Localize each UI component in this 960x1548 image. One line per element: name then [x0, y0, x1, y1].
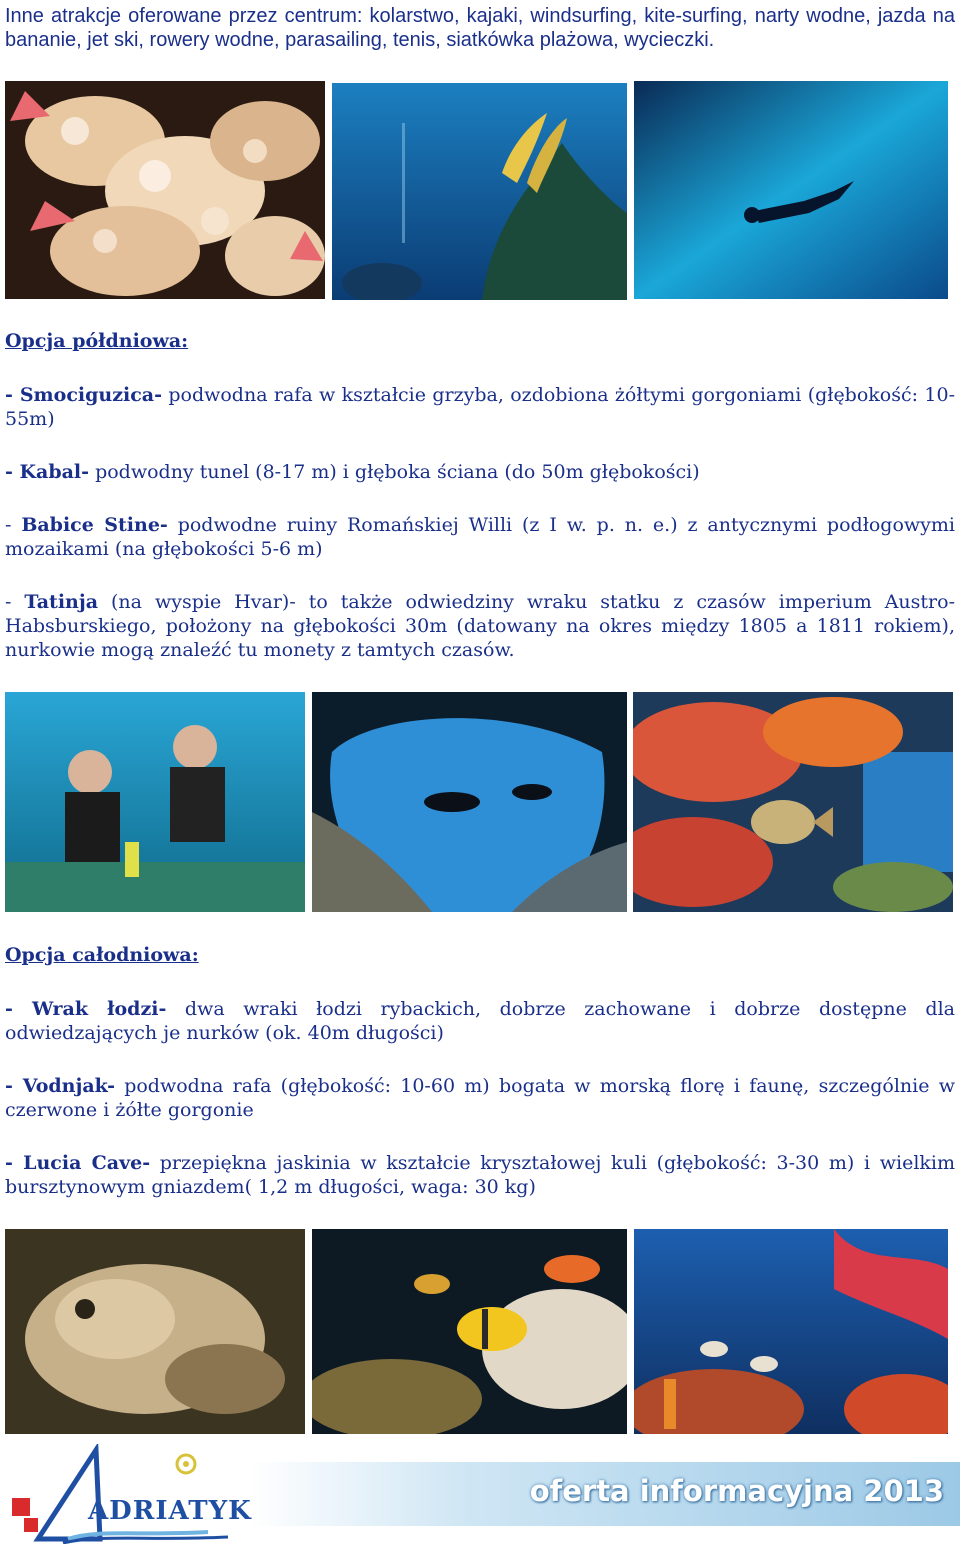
angelfish-reef-photo [633, 692, 953, 912]
coral-garden-photo [634, 1229, 948, 1434]
item-name: - Lucia Cave- [5, 1152, 151, 1174]
full-day-item-vodnjak [5, 1074, 955, 1122]
item-text: dwa wraki łodzi rybackich, dobrze zachowane i dobrze dostępne dla odwiedzających je nurków (ok. 40m długości) [5, 998, 955, 1044]
item-name: - Wrak łodzi- [5, 998, 167, 1020]
logo-text: ADRIATYK [88, 1496, 252, 1526]
item-name: - Smociguzica- [5, 384, 162, 406]
footer-banner [250, 1462, 960, 1526]
item-prefix: - [5, 514, 22, 536]
adriatyk-logo [8, 1444, 252, 1544]
half-day-item-tatinja [5, 590, 955, 662]
full-day-item-lucia-cave [5, 1151, 955, 1199]
tropical-fish-photo [312, 1229, 627, 1434]
item-name: - Kabal- [5, 461, 90, 483]
item-text: podwodna rafa w kształcie grzyba, ozdobiona żółtymi gorgoniami (głębokość: 10-55m) [5, 384, 955, 430]
item-text: (na wyspie Hvar)- to także odwiedziny wraku statku z czasów imperium Austro-Habsburskiego, położony na głębokości 30m (datowany na okres między 1805 a 1811 rokiem), nurkowie mogą znaleźć tu monety z tamtych czasów. [5, 591, 955, 661]
full-day-heading: Opcja całodniowa: [5, 944, 199, 966]
footer [0, 1440, 960, 1548]
coral-closeup-photo [5, 81, 325, 299]
logo-graphic [8, 1444, 240, 1544]
item-name: Babice Stine- [21, 514, 168, 536]
two-divers-photo [5, 692, 305, 912]
banner-title: oferta informacyjna 2013 [529, 1474, 944, 1508]
half-day-item-babice-stine [5, 513, 955, 561]
scorpionfish-photo [5, 1229, 305, 1434]
item-name: Tatinja [24, 591, 99, 613]
full-day-item-wrak-lodzi [5, 997, 955, 1045]
item-text: podwodna rafa (głębokość: 10-60 m) bogata w morską florę i faunę, szczególnie w czerwone i żółte gorgonie [5, 1075, 955, 1121]
cave-divers-photo [312, 692, 627, 912]
item-prefix: - [5, 591, 25, 613]
diver-silhouette-photo [634, 81, 948, 299]
item-text: podwodne ruiny Romańskiej Willi (z I w. p. n. e.) z antycznymi podłogowymi mozaikami (na głębokości 5-6 m) [5, 514, 955, 560]
item-name: - Vodnjak- [5, 1075, 115, 1097]
half-day-heading: Opcja półdniowa: [5, 330, 189, 352]
half-day-item-smociguzica [5, 383, 955, 431]
item-text: podwodny tunel (8-17 m) i głęboka ściana (do 50m głębokości) [89, 461, 700, 483]
intro-text: Inne atrakcje oferowane przez centrum: kolarstwo, kajaki, windsurfing, kite-surfing, narty wodne, jazda na bananie, jet ski, rowery wodne, parasailing, tenis, siatkówka plażowa, wycieczki. [5, 5, 955, 51]
diver-reef-photo [332, 83, 627, 300]
item-text: przepiękna jaskinia w kształcie kryształowej kuli (głębokość: 3-30 m) i wielkim bursztynowym gniazdem( 1,2 m długości, waga: 30 kg) [5, 1152, 955, 1198]
half-day-item-kabal [5, 460, 955, 484]
